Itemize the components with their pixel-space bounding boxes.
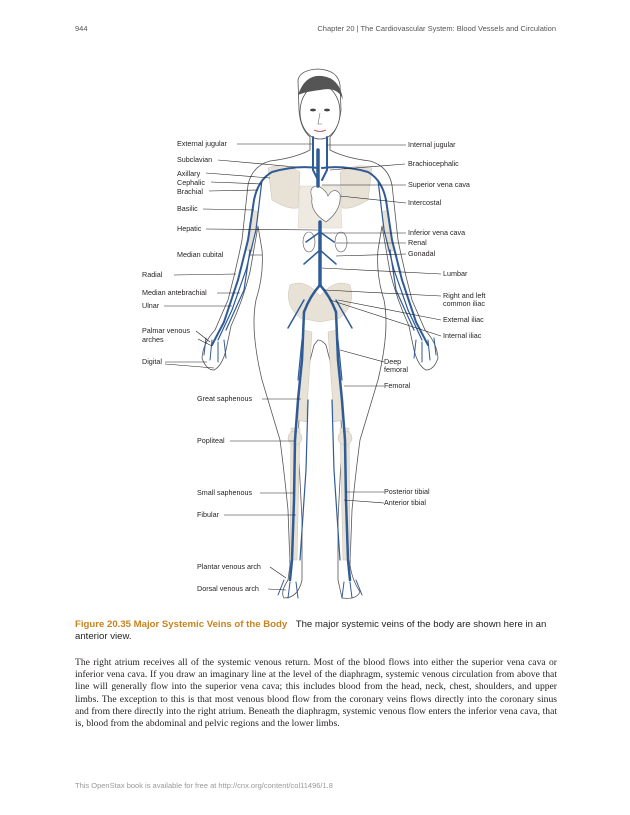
label-dorsal-venous-arch: Dorsal venous arch — [197, 584, 259, 593]
label-great-saphenous: Great saphenous — [197, 394, 253, 403]
label-right-and-left: Right and left — [443, 291, 486, 300]
label-femoral: Femoral — [384, 381, 411, 390]
caption-text: The major systemic veins of the body are shown here in an anterior view. — [75, 619, 547, 642]
label-posterior-tibial: Posterior tibial — [384, 487, 430, 496]
label-common-iliac: common iliac — [443, 299, 485, 308]
label-gonadal: Gonadal — [408, 249, 436, 258]
label-internal-jugular: Internal jugular — [408, 140, 456, 149]
label-lumbar: Lumbar — [443, 269, 468, 278]
label-intercostal: Intercostal — [408, 198, 442, 207]
label-plantar-venous-arch: Plantar venous arch — [197, 562, 261, 571]
body-silhouette — [202, 69, 438, 598]
label-median-antebrachial: Median antebrachial — [142, 288, 207, 297]
label-superior-vena-cava: Superior vena cava — [408, 180, 470, 189]
body-paragraph: The right atrium receives all of the systemic venous return. Most of the blood flows into either the superior vena cava or inferior vena cava. If you draw an imaginary line at the level of the diaphragm, systemic venous circulation from above that line will generally flow into the superior vena cava; this includes blood from the head, neck, chest, shoulders, and upper limbs. The exception to this is that most venous blood flow from the coronary veins flows directly into the coronary sinus and from there directly into the right atrium. Beneath the diaphragm, systemic venous flow enters the inferior vena cava, that is, blood from the abdominal and pelvic regions and the lower limbs. — [75, 657, 557, 730]
label-axillary: Axillary — [177, 169, 201, 178]
label-subclavian: Subclavian — [177, 155, 213, 164]
label-external-iliac: External iliac — [443, 315, 484, 324]
chapter-header: Chapter 20 | The Cardiovascular System: Blood Vessels and Circulation — [317, 24, 556, 33]
caption-title: Figure 20.35 Major Systemic Veins of the Body — [75, 619, 288, 630]
figure-caption — [75, 619, 557, 643]
left-labels — [142, 139, 261, 593]
label-median-cubital: Median cubital — [177, 250, 224, 259]
label-femoral-deep: femoral — [384, 365, 408, 374]
label-basilic: Basilic — [177, 204, 198, 213]
right-labels — [384, 140, 485, 507]
page-number: 944 — [75, 24, 88, 33]
head — [298, 76, 343, 139]
label-brachial: Brachial — [177, 187, 203, 196]
footer-text: This OpenStax book is available for free at http://cnx.org/content/col11496/1.8 — [75, 781, 333, 790]
label-fibular: Fibular — [197, 510, 219, 519]
label-digital: Digital — [142, 357, 162, 366]
label-popliteal: Popliteal — [197, 436, 225, 445]
label-hepatic: Hepatic — [177, 224, 202, 233]
label-palmar-venous: Palmar venous — [142, 326, 190, 335]
label-internal-iliac: Internal iliac — [443, 331, 482, 340]
label-renal: Renal — [408, 238, 427, 247]
label-brachiocephalic: Brachiocephalic — [408, 159, 459, 168]
label-inferior-vena-cava: Inferior vena cava — [408, 228, 466, 237]
label-deep: Deep — [384, 357, 402, 366]
label-cephalic: Cephalic — [177, 178, 205, 187]
label-anterior-tibial: Anterior tibial — [384, 498, 426, 507]
label-ulnar: Ulnar — [142, 301, 160, 310]
label-external-jugular: External jugular — [177, 139, 227, 148]
label-small-saphenous: Small saphenous — [197, 488, 253, 497]
label-radial: Radial — [142, 270, 163, 279]
label-arches: arches — [142, 335, 164, 344]
